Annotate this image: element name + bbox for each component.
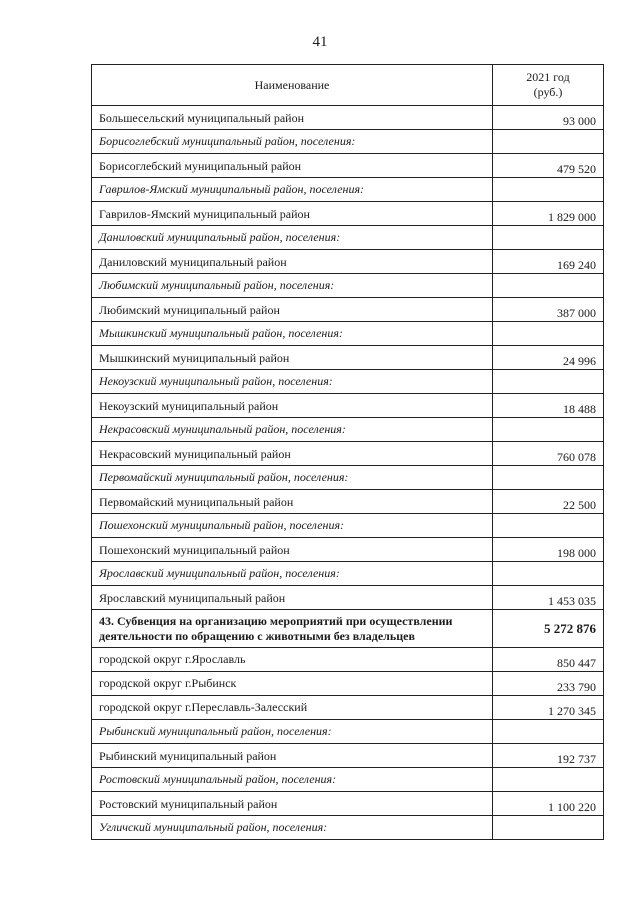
row-amount-cell bbox=[493, 130, 604, 154]
row-name-cell: Ярославский муниципальный район, поселения: bbox=[92, 562, 493, 586]
table-body bbox=[92, 106, 604, 840]
column-header-name: Наименование bbox=[92, 65, 493, 106]
row-name-cell: городской округ г.Рыбинск bbox=[92, 672, 493, 696]
row-amount-cell: 24 996 bbox=[493, 346, 604, 370]
row-amount-cell: 192 737 bbox=[493, 744, 604, 768]
row-amount-cell: 22 500 bbox=[493, 490, 604, 514]
row-amount-cell bbox=[493, 226, 604, 250]
row-name-cell: городской округ г.Переславль-Залесский bbox=[92, 696, 493, 720]
row-name-cell: Рыбинский муниципальный район, поселения: bbox=[92, 720, 493, 744]
row-name-cell: Первомайский муниципальный район, поселения: bbox=[92, 466, 493, 490]
group-header-row bbox=[92, 514, 604, 538]
row-amount-cell bbox=[493, 466, 604, 490]
table-row bbox=[92, 202, 604, 226]
group-header-row bbox=[92, 178, 604, 202]
row-amount-cell: 169 240 bbox=[493, 250, 604, 274]
row-amount-cell bbox=[493, 514, 604, 538]
group-header-row bbox=[92, 562, 604, 586]
row-amount-cell: 198 000 bbox=[493, 538, 604, 562]
row-name-cell: Рыбинский муниципальный район bbox=[92, 744, 493, 768]
row-amount-cell bbox=[493, 370, 604, 394]
row-name-cell: 43. Субвенция на организацию мероприятий при осуществлении деятельности по обращению с животными без владельцев bbox=[92, 610, 493, 648]
group-header-row bbox=[92, 274, 604, 298]
table-row bbox=[92, 346, 604, 370]
row-name-cell: Некрасовский муниципальный район, поселения: bbox=[92, 418, 493, 442]
group-header-row bbox=[92, 466, 604, 490]
row-name-cell: Некоузский муниципальный район, поселения: bbox=[92, 370, 493, 394]
row-amount-cell: 1 270 345 bbox=[493, 696, 604, 720]
row-amount-cell bbox=[493, 322, 604, 346]
row-name-cell: городской округ г.Ярославль bbox=[92, 648, 493, 672]
row-name-cell: Большесельский муниципальный район bbox=[92, 106, 493, 130]
group-header-row bbox=[92, 816, 604, 840]
row-name-cell: Пошехонский муниципальный район bbox=[92, 538, 493, 562]
row-amount-cell: 1 453 035 bbox=[493, 586, 604, 610]
table-row bbox=[92, 696, 604, 720]
row-name-cell: Борисоглебский муниципальный район bbox=[92, 154, 493, 178]
row-name-cell: Ростовский муниципальный район, поселения: bbox=[92, 768, 493, 792]
table-row bbox=[92, 648, 604, 672]
row-amount-cell: 1 829 000 bbox=[493, 202, 604, 226]
group-header-row bbox=[92, 720, 604, 744]
row-name-cell: Ростовский муниципальный район bbox=[92, 792, 493, 816]
row-amount-cell bbox=[493, 274, 604, 298]
column-header-unit: (руб.) bbox=[533, 85, 563, 99]
row-name-cell: Некрасовский муниципальный район bbox=[92, 442, 493, 466]
row-amount-cell: 233 790 bbox=[493, 672, 604, 696]
table-row bbox=[92, 250, 604, 274]
row-name-cell: Даниловский муниципальный район bbox=[92, 250, 493, 274]
row-amount-cell: 1 100 220 bbox=[493, 792, 604, 816]
table-row bbox=[92, 744, 604, 768]
row-name-cell: Гаврилов-Ямский муниципальный район bbox=[92, 202, 493, 226]
row-amount-cell bbox=[493, 720, 604, 744]
row-amount-cell: 850 447 bbox=[493, 648, 604, 672]
table-row bbox=[92, 394, 604, 418]
row-amount-cell: 5 272 876 bbox=[493, 610, 604, 648]
section-total-row bbox=[92, 610, 604, 648]
row-name-cell: Мышкинский муниципальный район, поселения: bbox=[92, 322, 493, 346]
row-name-cell: Пошехонский муниципальный район, поселения: bbox=[92, 514, 493, 538]
row-amount-cell: 93 000 bbox=[493, 106, 604, 130]
row-name-cell: Даниловский муниципальный район, поселения: bbox=[92, 226, 493, 250]
table-row bbox=[92, 298, 604, 322]
row-name-cell: Угличский муниципальный район, поселения: bbox=[92, 816, 493, 840]
row-amount-cell bbox=[493, 768, 604, 792]
table-row bbox=[92, 792, 604, 816]
group-header-row bbox=[92, 768, 604, 792]
table-row bbox=[92, 154, 604, 178]
row-name-cell: Ярославский муниципальный район bbox=[92, 586, 493, 610]
table-row bbox=[92, 106, 604, 130]
row-name-cell: Борисоглебский муниципальный район, поселения: bbox=[92, 130, 493, 154]
row-amount-cell: 479 520 bbox=[493, 154, 604, 178]
row-amount-cell: 18 488 bbox=[493, 394, 604, 418]
row-amount-cell: 760 078 bbox=[493, 442, 604, 466]
row-amount-cell bbox=[493, 178, 604, 202]
row-name-cell: Любимский муниципальный район, поселения: bbox=[92, 274, 493, 298]
group-header-row bbox=[92, 226, 604, 250]
row-amount-cell bbox=[493, 562, 604, 586]
table-header-row bbox=[92, 65, 604, 106]
row-name-cell: Гаврилов-Ямский муниципальный район, поселения: bbox=[92, 178, 493, 202]
row-name-cell: Некоузский муниципальный район bbox=[92, 394, 493, 418]
budget-table bbox=[91, 64, 604, 840]
table-row bbox=[92, 442, 604, 466]
row-name-cell: Первомайский муниципальный район bbox=[92, 490, 493, 514]
row-name-cell: Любимский муниципальный район bbox=[92, 298, 493, 322]
group-header-row bbox=[92, 322, 604, 346]
group-header-row bbox=[92, 418, 604, 442]
column-header-amount bbox=[493, 65, 604, 106]
row-amount-cell bbox=[493, 418, 604, 442]
table-row bbox=[92, 586, 604, 610]
row-name-cell: Мышкинский муниципальный район bbox=[92, 346, 493, 370]
table-row bbox=[92, 672, 604, 696]
page-number: 41 bbox=[312, 34, 328, 50]
row-amount-cell bbox=[493, 816, 604, 840]
row-amount-cell: 387 000 bbox=[493, 298, 604, 322]
table-row bbox=[92, 538, 604, 562]
group-header-row bbox=[92, 130, 604, 154]
column-header-year: 2021 год bbox=[526, 70, 570, 84]
table-row bbox=[92, 490, 604, 514]
group-header-row bbox=[92, 370, 604, 394]
